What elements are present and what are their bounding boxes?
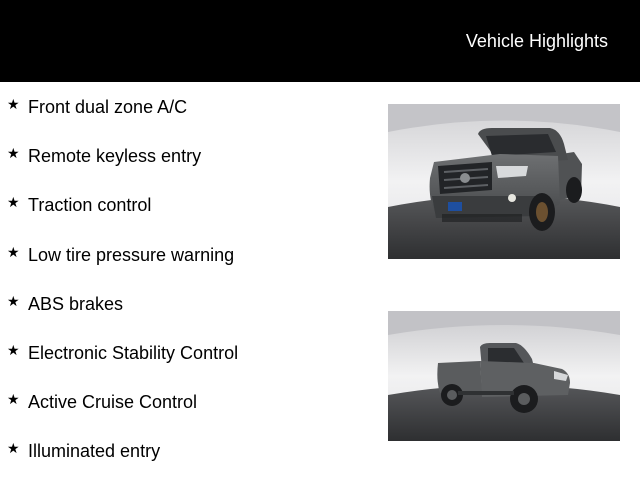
star-icon: ★: [7, 441, 20, 458]
feature-label: Front dual zone A/C: [28, 97, 188, 117]
vehicle-photo-front[interactable]: [388, 104, 620, 259]
header-bar: [0, 0, 640, 82]
feature-label: Electronic Stability Control: [28, 342, 239, 363]
feature-label: Illuminated entry: [28, 441, 161, 462]
star-icon: ★: [7, 195, 20, 212]
feature-item: [0, 290, 380, 339]
feature-item: [0, 437, 380, 480]
feature-label: Traction control: [28, 195, 152, 216]
feature-item: [0, 93, 380, 142]
star-icon: ★: [7, 293, 20, 310]
star-icon: ★: [7, 146, 20, 163]
feature-item: [0, 388, 380, 437]
feature-label: ABS brakes: [28, 293, 124, 314]
truck-front-image: [388, 104, 620, 259]
feature-item: [0, 142, 380, 191]
feature-list: [0, 93, 380, 480]
vehicle-photo-side[interactable]: [388, 311, 620, 441]
star-icon: ★: [7, 97, 20, 113]
feature-label: Remote keyless entry: [28, 146, 202, 167]
star-icon: ★: [7, 244, 20, 261]
page-title: Vehicle Highlights: [465, 31, 608, 51]
feature-item: [0, 241, 380, 290]
star-icon: ★: [7, 342, 20, 359]
feature-item: [0, 339, 380, 388]
feature-label: Active Cruise Control: [28, 392, 198, 413]
truck-side-image: [388, 311, 620, 441]
feature-label: Low tire pressure warning: [28, 244, 235, 265]
star-icon: ★: [7, 392, 20, 409]
feature-item: [0, 191, 380, 240]
